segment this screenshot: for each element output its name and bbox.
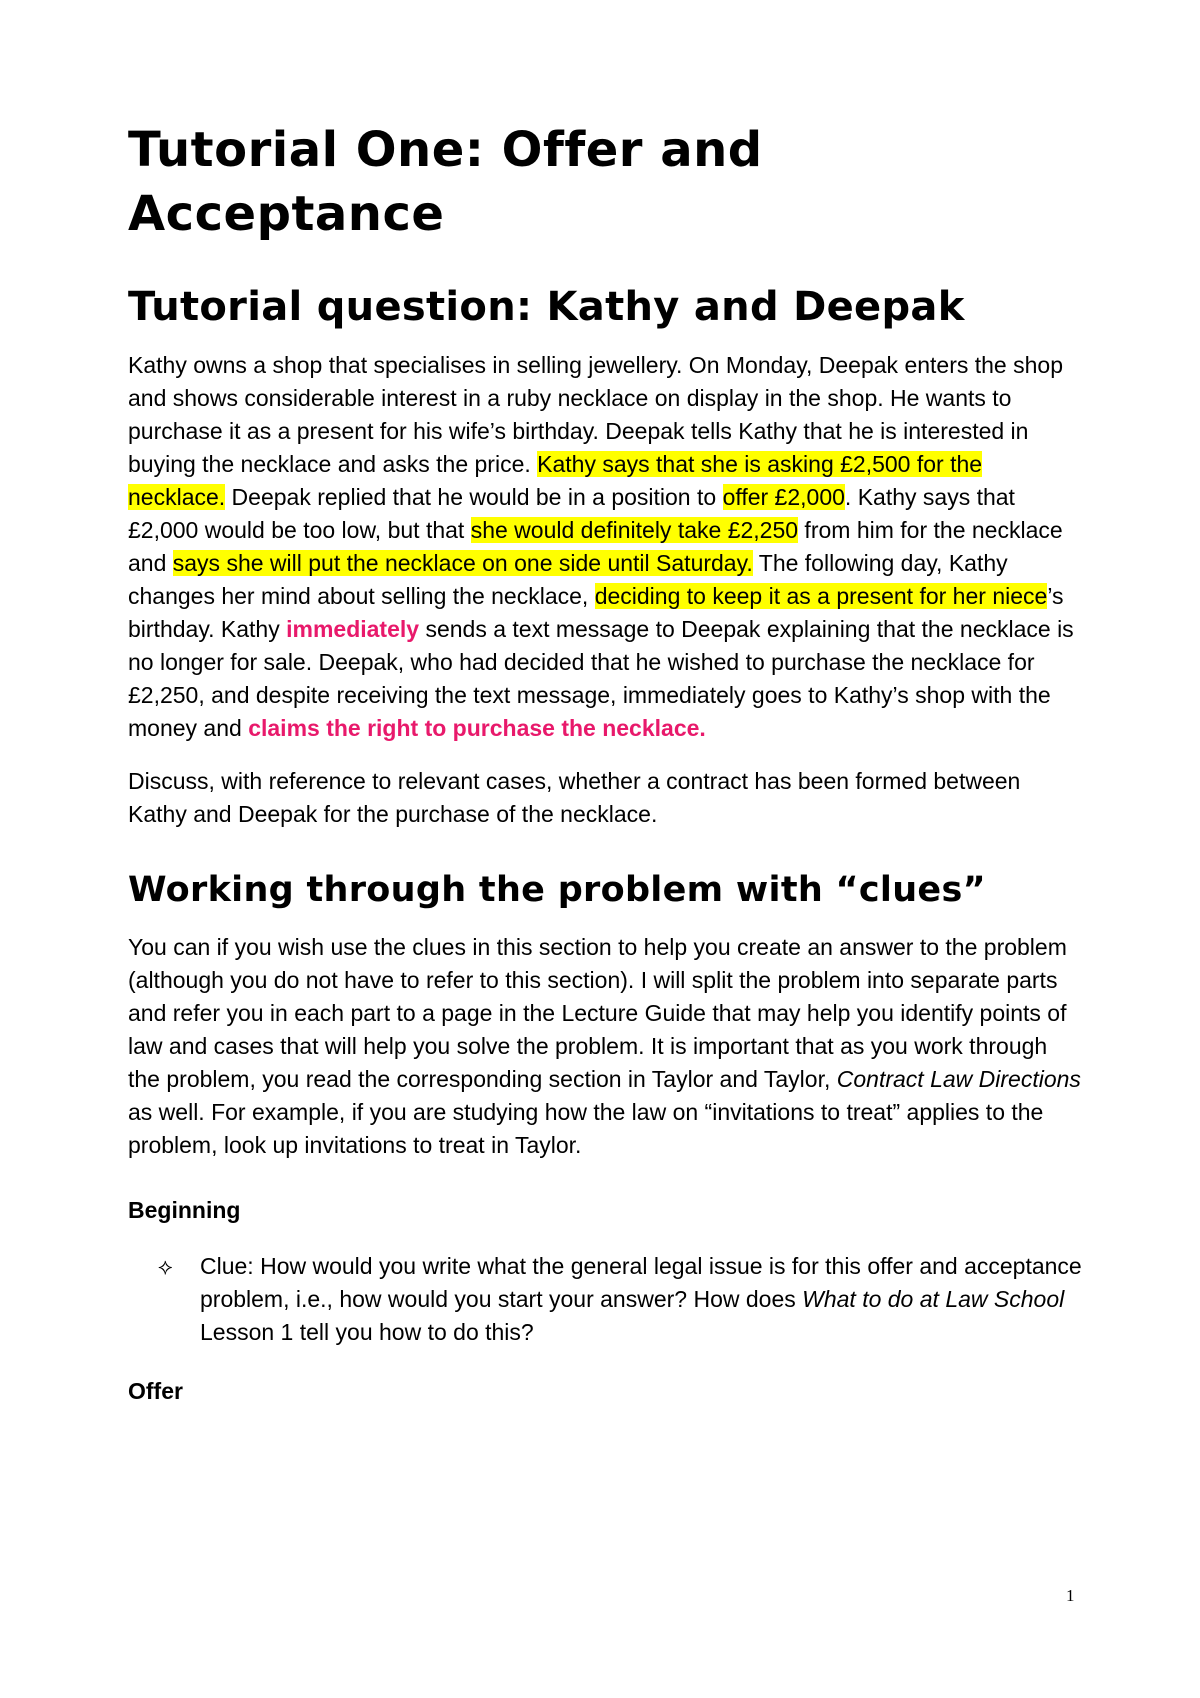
page-number: 1 [1066,1586,1075,1605]
scenario-text: Deepak replied that he would be in a position to [225,484,723,510]
scenario-text: Kathy owns a shop that specialises in selling jewellery. On Monday, Deepak enters the shop and shows considerable interest in a ruby necklace on display in the shop. He wants to purchase it as a present for his wife’s birthday. Deepak tells Kathy that he is interested in buying the necklace and asks the price. [128,352,1063,477]
scenario-text: from him for the necklace and [128,517,1063,576]
emphasis-claims-right: claims the right to purchase the necklace. [248,715,706,741]
highlight-counter-offer: offer £2,000 [722,484,845,510]
clues-section [128,867,1083,1408]
scenario-text: . Kathy says that £2,000 would be too low, but that [128,484,1015,543]
clue-text: Lesson 1 tell you how to do this? [200,1319,534,1345]
scenario-paragraph [128,349,1083,745]
beginning-heading: Beginning [128,1197,241,1223]
clues-intro-text: You can if you wish use the clues in this section to help you create an answer to the problem (although you do not have to refer to this section). I will split the problem into separate parts and refer you in each part to a page in the Lecture Guide that may help you identify points of law and cases that will help you solve the problem. It is important that as you work through the problem, you read the corresponding section in Taylor and Taylor, [128,934,1067,1092]
highlight-new-offer: she would definitely take £2,250 [470,517,799,543]
document-title: Tutorial One: Offer and Acceptance [128,122,763,242]
clues-heading: Working through the problem with “clues” [128,870,986,910]
question-heading: Tutorial question: Kathy and Deepak [128,284,965,330]
book-title: What to do at Law School [802,1286,1065,1312]
emphasis-immediately: immediately [286,616,420,642]
document-body [128,118,1083,1408]
highlight-revocation-reason: deciding to keep it as a present for her niece [594,583,1048,609]
scenario-text: The following day, Kathy changes her mind about selling the necklace, [128,550,1008,609]
clue-text: Clue: How would you write what the general legal issue is for this offer and acceptance problem, i.e., how would you start your answer? How does [200,1253,1082,1312]
scenario-text: ’s birthday. Kathy [128,583,1064,642]
clues-intro-text: as well. For example, if you are studying how the law on “invitations to treat” applies to the problem, look up invitations to treat in Taylor. [128,1099,1044,1158]
diamond-bullet-icon: ⟡ [158,1255,173,1280]
clues-intro-paragraph [128,931,1083,1162]
discuss-paragraph: Discuss, with reference to relevant cases, whether a contract has been formed between Kathy and Deepak for the purchase of the necklace. [128,768,1021,827]
highlight-promise-keep-open: says she will put the necklace on one side until Saturday. [172,550,753,576]
clue-list-item [128,1250,1083,1349]
offer-heading: Offer [128,1378,183,1404]
highlight-asking-price: Kathy says that she is asking £2,500 for the necklace. [128,451,983,510]
scenario-text: sends a text message to Deepak explaining that the necklace is no longer for sale. Deepak, who had decided that he wished to purchase the necklace for £2,250, and despite receiving the text message, immediately goes to Kathy’s shop with the money and [128,616,1074,741]
book-title: Contract Law Directions [836,1066,1081,1092]
